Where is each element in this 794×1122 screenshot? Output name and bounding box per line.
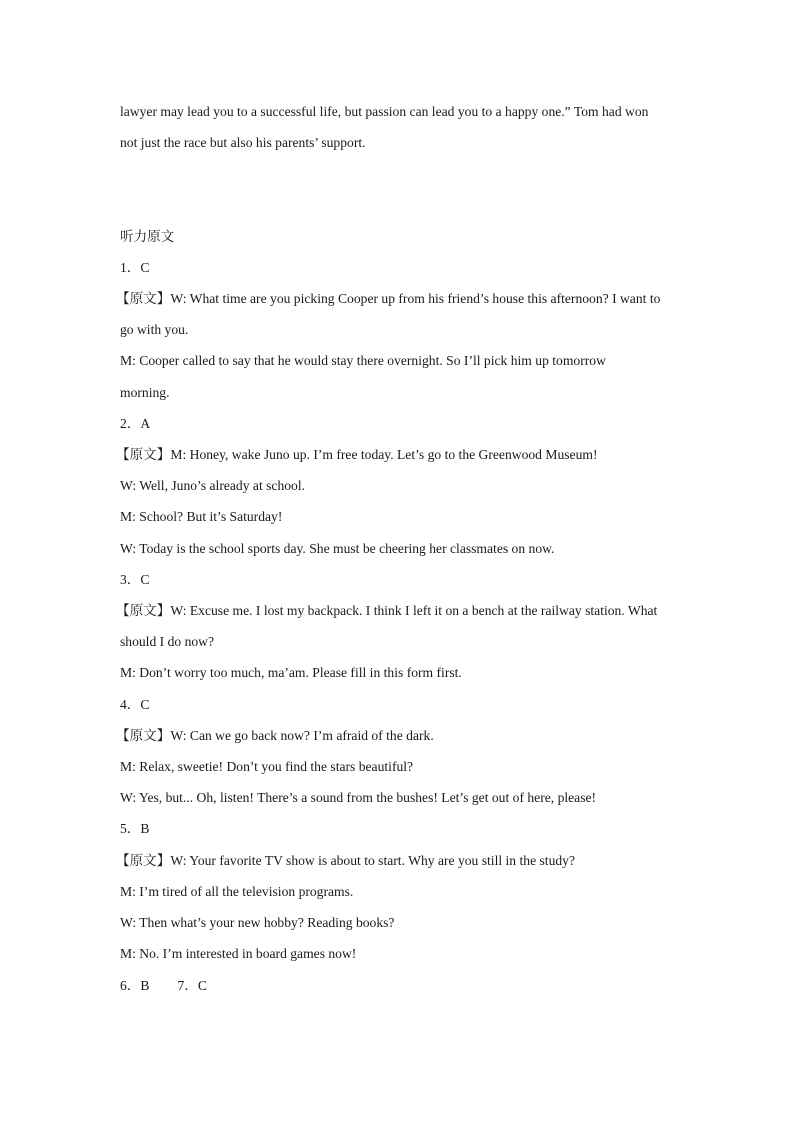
transcript-text: M: Honey, wake Juno up. I’m free today. Let’s go to the Greenwood Museum! (170, 447, 598, 462)
transcript-1-line-2: M: Cooper called to say that he would stay there overnight. So I’ll pick him up tomorrow (120, 353, 606, 368)
transcript-3-line-2: M: Don’t worry too much, ma’am. Please fill in this form first. (120, 665, 462, 680)
answer-1: 1．C (120, 260, 150, 275)
transcript-text: W: Excuse me. I lost my backpack. I think I left it on a bench at the railway station. What (170, 603, 658, 618)
answer-7: 7．C (177, 978, 207, 993)
transcript-tag: 【原文】 (116, 447, 171, 462)
section-title: 听力原文 (120, 229, 175, 244)
transcript-4-line-2: M: Relax, sweetie! Don’t you find the stars beautiful? (120, 759, 414, 774)
transcript-5-line-1 (116, 852, 575, 870)
answer-5: 5．B (120, 821, 150, 836)
intro-line-1: lawyer may lead you to a successful life, but passion can lead you to a happy one.” Tom had won (120, 104, 649, 119)
transcript-4-line-3: W: Yes, but... Oh, listen! There’s a sound from the bushes! Let’s get out of here, please! (120, 790, 597, 805)
transcript-5-line-2: M: I’m tired of all the television programs. (120, 884, 354, 899)
transcript-1-line-1 (116, 290, 660, 308)
transcript-3-continuation: should I do now? (120, 634, 215, 649)
intro-line-2: not just the race but also his parents’ support. (120, 135, 366, 150)
answer-6: 6．B (120, 978, 150, 993)
transcript-4-line-1 (116, 727, 434, 745)
transcript-text: W: Your favorite TV show is about to start. Why are you still in the study? (170, 853, 576, 868)
transcript-3-line-1 (116, 602, 657, 620)
transcript-2-line-1 (116, 446, 597, 464)
transcript-tag: 【原文】 (116, 603, 171, 618)
document-page (116, 0, 680, 1122)
transcript-1-line-3: morning. (120, 385, 170, 400)
transcript-2-line-4: W: Today is the school sports day. She must be cheering her classmates on now. (120, 541, 555, 556)
transcript-tag: 【原文】 (116, 728, 171, 743)
answer-4: 4．C (120, 697, 150, 712)
answers-6-7 (120, 977, 207, 995)
transcript-tag: 【原文】 (116, 291, 171, 306)
transcript-text: W: What time are you picking Cooper up from his friend’s house this afternoon? I want to (170, 291, 661, 306)
answer-2: 2．A (120, 416, 151, 431)
transcript-2-line-2: W: Well, Juno’s already at school. (120, 478, 306, 493)
answer-3: 3．C (120, 572, 150, 587)
transcript-5-line-3: W: Then what’s your new hobby? Reading books? (120, 915, 395, 930)
transcript-5-line-4: M: No. I’m interested in board games now! (120, 946, 357, 961)
transcript-2-line-3: M: School? But it’s Saturday! (120, 509, 283, 524)
transcript-1-continuation: go with you. (120, 322, 189, 337)
transcript-tag: 【原文】 (116, 853, 171, 868)
transcript-text: W: Can we go back now? I’m afraid of the dark. (170, 728, 434, 743)
